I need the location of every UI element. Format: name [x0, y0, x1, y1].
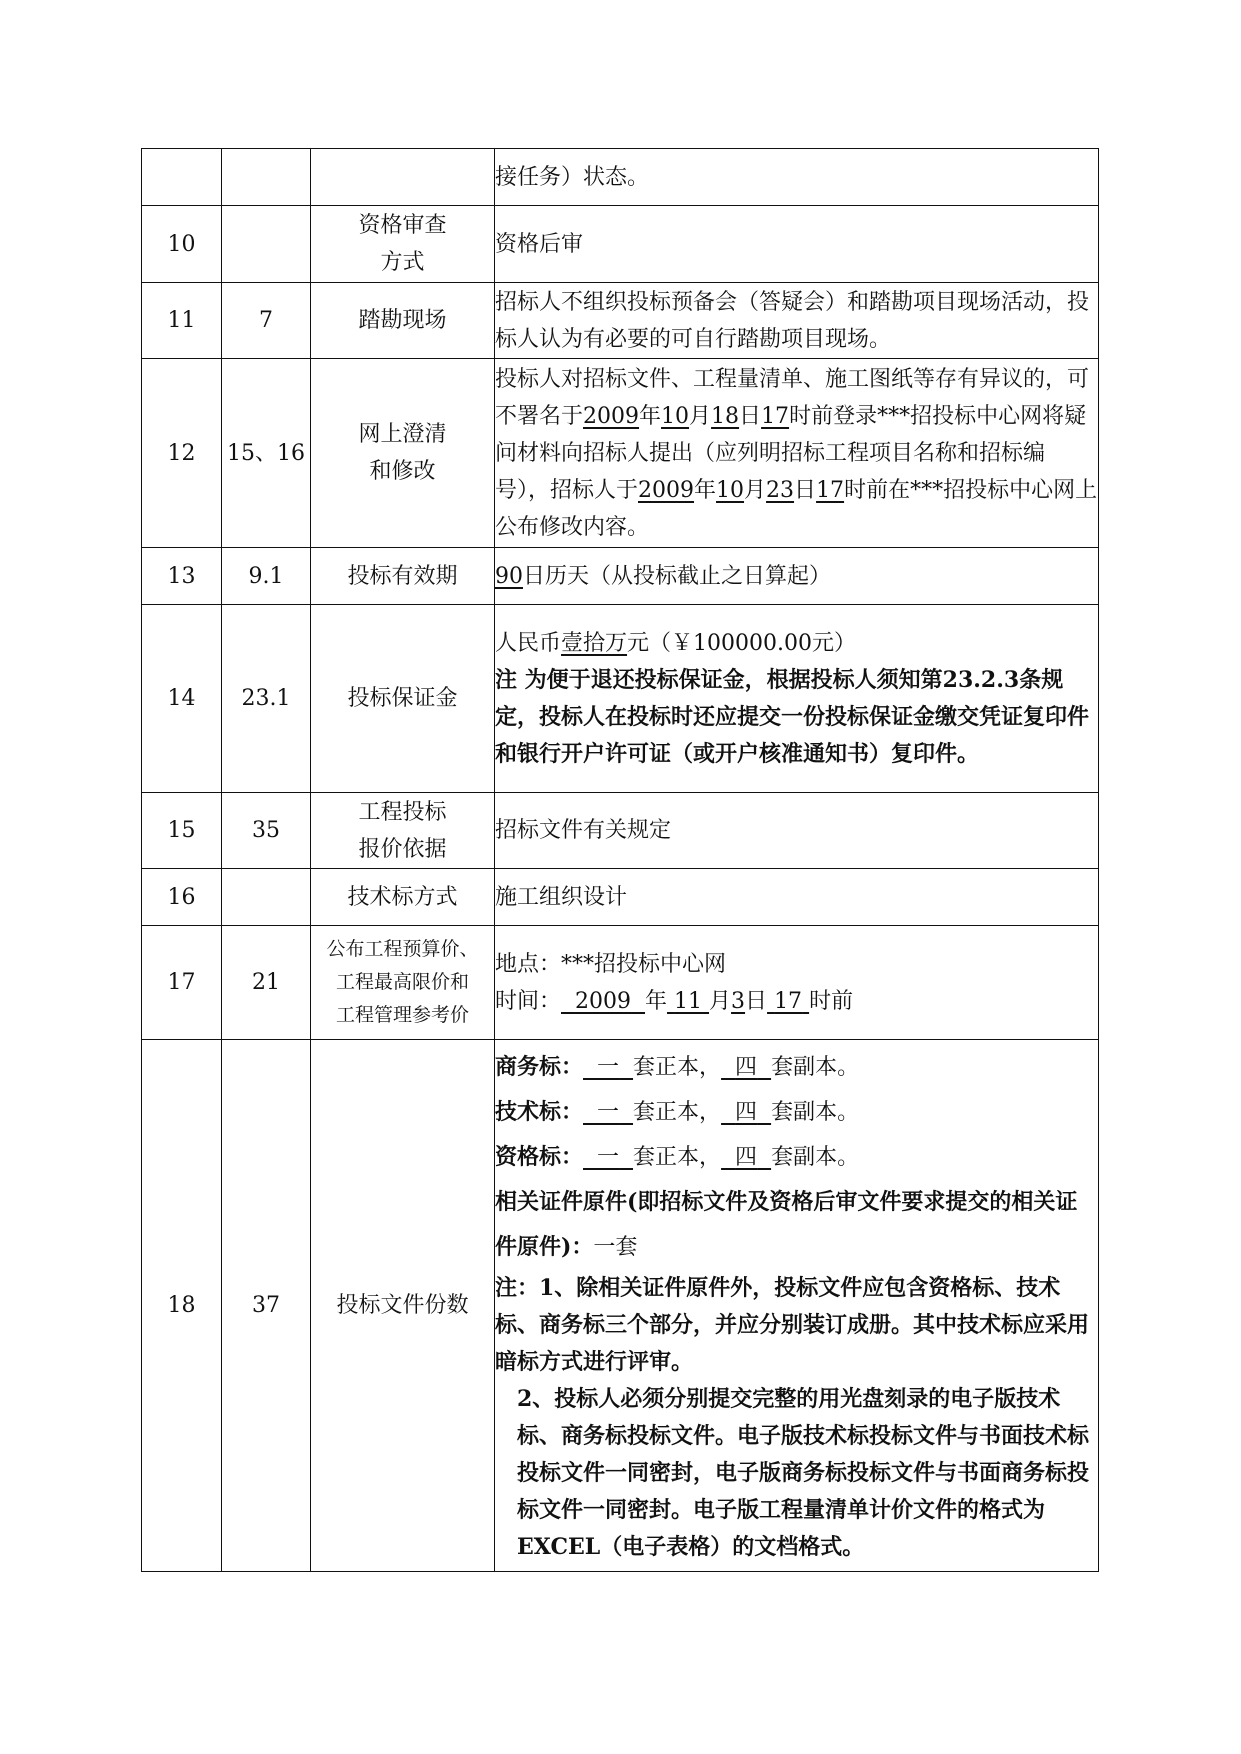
clause-number [222, 149, 311, 206]
item-name-line: 和修改 [369, 459, 436, 484]
copies-label: 商务标： [495, 1054, 584, 1080]
item-name [311, 206, 495, 283]
count-value: 四 [735, 1100, 758, 1125]
content-text: 相关证件原件(即招标文件及资格后审文件要求提交的相关证件原件)： [495, 1189, 1078, 1260]
table-row [142, 793, 1099, 869]
row-number: 10 [142, 206, 222, 283]
item-content [495, 605, 1099, 793]
content-text: 时前登录***招投标中心网将疑问材料向招标人提出（应列明招标工程项目名称和招标编号），招标人于 [495, 403, 1087, 503]
row-number: 11 [142, 283, 222, 359]
item-name-line: 方式 [380, 250, 425, 275]
content-text: 一套 [593, 1235, 638, 1260]
filled-amount: 壹拾万 [561, 630, 628, 656]
item-name-line: 报价依据 [358, 836, 447, 862]
row-number: 16 [142, 869, 222, 926]
content-text: 日历天（从投标截止之日算起） [523, 563, 832, 589]
copy-count [721, 1145, 771, 1170]
row-number: 14 [142, 605, 222, 793]
content-text: 日 [739, 403, 762, 429]
certificate-originals [495, 1180, 1098, 1270]
content-text: 时间： [495, 988, 562, 1014]
clause-number: 9.1 [222, 548, 311, 605]
row-number: 13 [142, 548, 222, 605]
deposit-note: 注 为便于退还投标保证金，根据投标人须知第23.2.3条规定，投标人在投标时还应提交一份投标保证金缴交凭证复印件和银行开户许可证（或开户核准通知书）复印件。 [495, 666, 1090, 767]
month-value: 11 [674, 988, 703, 1014]
clause-number [222, 869, 311, 926]
qualification-bid-copies [495, 1135, 1098, 1180]
item-content: 招标文件有关规定 [495, 793, 1099, 869]
copies-label: 技术标： [495, 1099, 584, 1125]
filled-month: 10 [661, 403, 690, 429]
year-value: 2009 [575, 988, 632, 1014]
filled-hour: 17 [761, 403, 790, 429]
item-content: 施工组织设计 [495, 869, 1099, 926]
content-text: 年 [694, 477, 717, 503]
filled-year: 2009 [583, 403, 640, 429]
table-row [142, 869, 1099, 926]
item-name: 技术标方式 [311, 869, 495, 926]
content-text: 套正本， [633, 1055, 722, 1080]
table-row [142, 605, 1099, 793]
content-text: 月 [709, 988, 732, 1014]
item-name: 投标保证金 [311, 605, 495, 793]
count-value: 四 [735, 1145, 758, 1170]
copy-count [721, 1100, 771, 1125]
filled-day: 3 [731, 988, 746, 1014]
content-text: 月 [744, 477, 767, 503]
content-text: 套副本。 [771, 1100, 860, 1125]
item-name-line: 工程投标 [358, 799, 447, 825]
item-name-line: 资格审查 [358, 213, 447, 238]
row-number [142, 149, 222, 206]
content-text: 套正本， [633, 1100, 722, 1125]
copy-count [721, 1055, 771, 1080]
content-text: 日 [745, 988, 768, 1014]
clause-number: 37 [222, 1040, 311, 1572]
table-row [142, 149, 1099, 206]
content-text: 月 [689, 403, 712, 429]
business-bid-copies [495, 1045, 1098, 1090]
content-text: 投标人对招标文件、工程量清单、施工图纸等存有异议的，可不署名于 [495, 366, 1090, 429]
item-name: 踏勘现场 [311, 283, 495, 359]
item-name-line: 工程最高限价和 [335, 971, 469, 993]
item-name: 投标文件份数 [311, 1040, 495, 1572]
clause-number: 21 [222, 926, 311, 1040]
item-name-line: 工程管理参考价 [335, 1004, 469, 1026]
content-text: 元（￥100000.00元） [627, 630, 857, 656]
count-value: 一 [597, 1145, 620, 1170]
note-2: 2、投标人必须分别提交完整的用光盘刻录的电子版技术标、商务标投标文件。电子版技术标投标文件与书面技术标投标文件一同密封，电子版商务标投标文件与书面商务标投标文件一同密封。电子版工程量清单计价文件的格式为EXCEL（电子表格）的文档格式。 [517, 1386, 1090, 1560]
content-text: 时前 [809, 988, 854, 1014]
original-count [583, 1145, 633, 1170]
row-number: 12 [142, 359, 222, 548]
content-text: 人民币 [495, 630, 562, 656]
table-row [142, 359, 1099, 548]
clause-number: 35 [222, 793, 311, 869]
count-value: 一 [597, 1055, 620, 1080]
clause-number [222, 206, 311, 283]
content-text: 年 [645, 988, 668, 1014]
item-name [311, 926, 495, 1040]
item-name: 投标有效期 [311, 548, 495, 605]
filled-hour: 17 [816, 477, 845, 503]
item-content [495, 359, 1099, 548]
table-row [142, 548, 1099, 605]
content-text: 日 [794, 477, 817, 503]
item-content: 接任务）状态。 [495, 149, 1099, 206]
item-content [495, 548, 1099, 605]
hour-value: 17 [774, 988, 803, 1014]
time-line [495, 983, 1098, 1020]
item-name [311, 793, 495, 869]
item-content: 招标人不组织投标预备会（答疑会）和踏勘项目现场活动，投标人认为有必要的可自行踏勘项目现场。 [495, 283, 1099, 359]
bid-data-table [141, 148, 1099, 1572]
filled-year [561, 989, 645, 1014]
item-content: 资格后审 [495, 206, 1099, 283]
table-row [142, 1040, 1099, 1572]
item-name [311, 359, 495, 548]
table-row [142, 283, 1099, 359]
content-text: 套正本， [633, 1145, 722, 1170]
filled-day: 18 [711, 403, 740, 429]
filled-month [667, 989, 709, 1014]
content-text: 年 [639, 403, 662, 429]
filled-month: 10 [716, 477, 745, 503]
technical-bid-copies [495, 1090, 1098, 1135]
item-name [311, 149, 495, 206]
amount-line [495, 625, 1098, 662]
place-line: 地点：***招投标中心网 [495, 951, 727, 977]
filled-year: 2009 [638, 477, 695, 503]
item-name-line: 网上澄清 [358, 422, 447, 447]
content-text: 时前在***招投标中心网上公布修改内容。 [495, 477, 1098, 540]
content-text: 套副本。 [771, 1055, 860, 1080]
clause-number: 15、16 [222, 359, 311, 548]
count-value: 四 [735, 1055, 758, 1080]
note-1: 注：1、除相关证件原件外，投标文件应包含资格标、技术标、商务标三个部分，并应分别装订成册。其中技术标应采用暗标方式进行评审。 [495, 1275, 1090, 1375]
item-content [495, 926, 1099, 1040]
original-count [583, 1100, 633, 1125]
item-name-line: 公布工程预算价、 [326, 938, 479, 960]
count-value: 一 [597, 1100, 620, 1125]
item-content [495, 1040, 1099, 1572]
filled-hour [767, 989, 809, 1014]
content-text: 套副本。 [771, 1145, 860, 1170]
row-number: 17 [142, 926, 222, 1040]
filled-days: 90 [495, 563, 523, 589]
clause-number: 7 [222, 283, 311, 359]
table-row [142, 926, 1099, 1040]
row-number: 18 [142, 1040, 222, 1572]
original-count [583, 1055, 633, 1080]
clause-number: 23.1 [222, 605, 311, 793]
row-number: 15 [142, 793, 222, 869]
filled-day: 23 [766, 477, 795, 503]
copies-label: 资格标： [495, 1144, 584, 1170]
table-row [142, 206, 1099, 283]
